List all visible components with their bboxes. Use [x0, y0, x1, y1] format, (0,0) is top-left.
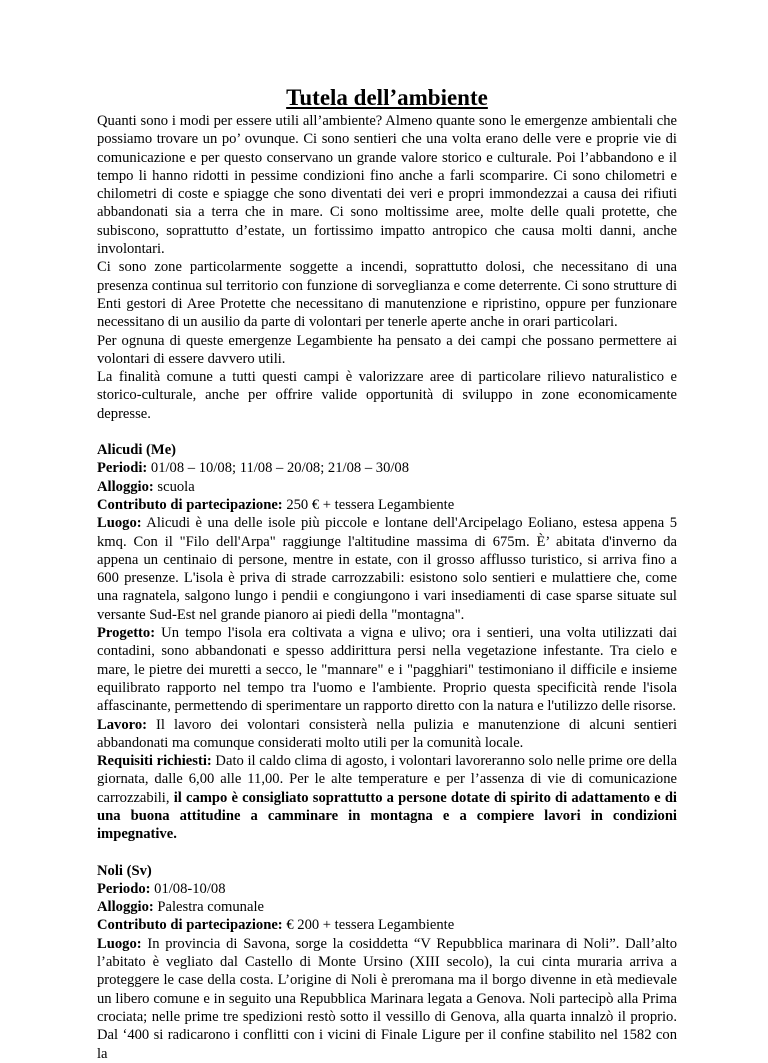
field-label: Alloggio: — [97, 478, 154, 495]
field-value: Dato il caldo clima di agosto, i volontari lavoreranno solo nelle prime ore della giornata, dalle 6,00 alle 11,00. Per le alte temperature e per l’assenza di vie di comunicazione carrozzabili, — [97, 753, 677, 806]
field-label: Periodo: — [97, 880, 151, 897]
field-label: Contributo di partecipazione: — [97, 917, 283, 934]
intro-paragraph: Quanti sono i modi per essere utili all’ambiente? Almeno quante sono le emergenze ambientali che possiamo trovare un po’ ovunque. Ci sono sentieri che una volta erano delle vere e proprie vie di comunicazione e per questo conservano un grande valore storico e culturale. Poi l’abbandono e il tempo li hanno ridotti in pessime condizioni fino anche a farli scomparire. Ci sono chilometri e chilometri di coste e spiagge che sono diventati dei veri e propri immondezzai a causa dei rifiuti abbandonati sia a terra che in mare. Ci sono moltissime aree, molte delle quali protette, che subiscono, soprattutto d’estate, un fortissimo impatto antropico che causa molti danni, anche involontari. — [97, 113, 677, 258]
field-value-bold: il campo è consigliato soprattutto a persone dotate di spirito di adattamento e di una buona attitudine a camminare in montagna e a compiere lavori in condizioni impegnative. — [97, 789, 677, 843]
field-label: Alloggio: — [97, 899, 154, 916]
field-value: 01/08 – 10/08; 11/08 – 20/08; 21/08 – 30/08 — [147, 460, 410, 477]
field-label: Requisiti richiesti: — [97, 753, 212, 770]
camp-name: Alicudi (Me) — [97, 442, 177, 459]
intro-paragraph: Per ognuna di queste emergenze Legambiente ha pensato a dei campi che possano permettere ai volontari di essere davvero utili. — [97, 332, 677, 367]
field-label: Lavoro: — [97, 716, 147, 733]
field-label: Periodi: — [97, 460, 148, 477]
field-label: Luogo: — [97, 935, 142, 952]
intro-paragraph: Ci sono zone particolarmente soggette a incendi, soprattutto dolosi, che necessitano di una presenza continua sul territorio con funzione di sorveglianza e come deterrente. Ci sono strutture di Enti gestori di Aree Protette che necessitano di manutenzione e ripristino, oppure per funzionare necessitano di un ausilio da parte di volontari per tenerle aperte anche in orari particolari. — [97, 259, 677, 331]
field-value: Il lavoro dei volontari consisterà nella pulizia e manutenzione di alcuni sentieri abbandonati ma comunque considerati molto utili per la comunità locale. — [97, 716, 677, 751]
intro-paragraph: La finalità comune a tutti questi campi è valorizzare aree di particolare rilievo naturalistico e storico-culturale, anche per offrire valide opportunità di sviluppo in zone economicamente depresse. — [97, 369, 677, 422]
camp-name: Noli (Sv) — [97, 862, 152, 879]
field-value: Un tempo l'isola era coltivata a vigna e ulivo; ora i sentieri, una volta utilizzati dai contadini, sono abbandonati e spesso addirittura persi nella vegetazione infestante. Tra cielo e mare, le pietre dei muretti a secco, le "mannare" e i "pagghiari" testimoniano il difficile e insieme equilibrato rapporto nel tempo tra l'uomo e l'ambiente. Proprio questa specificità rende l'isola affascinante, permettendo di sperimentare un rapporto diretto con la natura e l'utilizzo delle risorse. — [97, 625, 677, 715]
page-title: Tutela dell’ambiente — [286, 85, 488, 110]
field-label: Luogo: — [97, 515, 142, 532]
field-value: scuola — [153, 478, 195, 495]
field-value: 250 € + tessera Legambiente — [282, 496, 455, 513]
camp-alicudi — [97, 441, 677, 844]
field-label: Contributo di partecipazione: — [97, 496, 283, 513]
field-value: Palestra comunale — [153, 899, 264, 916]
camp-noli — [97, 862, 677, 1063]
document-page — [97, 84, 677, 1063]
spacer — [97, 844, 677, 862]
field-value: € 200 + tessera Legambiente — [282, 917, 455, 934]
field-label: Progetto: — [97, 625, 156, 642]
field-value: Alicudi è una delle isole più piccole e lontane dell'Arcipelago Eoliano, estesa appena 5 kmq. Con il "Filo dell'Arpa" raggiunge l'altitudine massima di 675m. È’ abitata d'inverno da appena un centinaio di persone, mentre in estate, con il grosso afflusso turistico, si arriva fino a 600 presenze. L'isola è priva di strade carrozzabili: esistono solo sentieri e mulattiere che, come una ragnatela, salgono lungo i pendii e congiungono i vari insediamenti di case sparse situate sul versante Sud-Est nel grande pianoro ai piedi della "montagna". — [97, 515, 677, 623]
field-value: In provincia di Savona, sorge la cosiddetta “V Repubblica marinara di Noli”. Dall’alto l’abitato è vegliato dal Castello di Monte Ursino (XIII secolo), la cui cinta muraria arriva a proteggere le case della costa. L’origine di Noli è preromana ma il borgo divenne in età medievale un libero comune e in seguito una Repubblica Marinara legata a Genova. Noli partecipò alla Prima crociata; nelle prime tre spedizioni restò sotto il vessillo di Genova, alla quarta innalzò il proprio. Dal ‘400 si radicarono i conflitti con i vicini di Finale Ligure per il confine stabilito nel 1582 con la — [97, 935, 677, 1062]
spacer — [97, 423, 677, 441]
field-value: 01/08-10/08 — [150, 880, 226, 897]
